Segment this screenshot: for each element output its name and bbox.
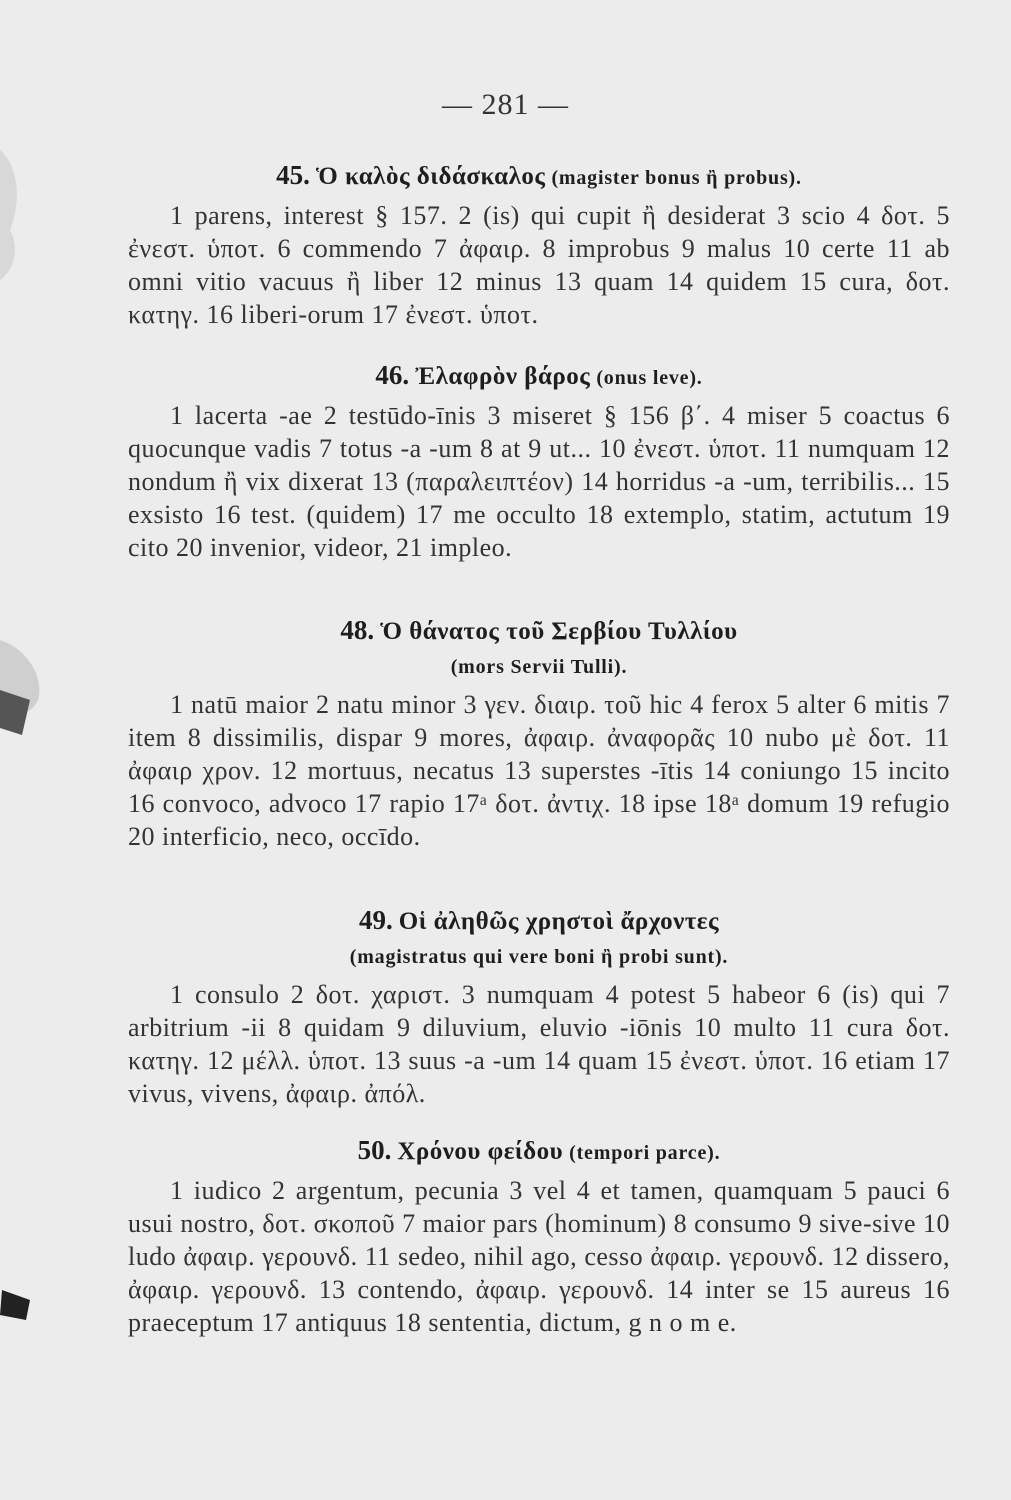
greek-title: Χρόνου φείδου: [397, 1138, 564, 1165]
section-number: 49.: [358, 905, 393, 935]
greek-title: Οἱ ἀληθῶς χρηστοὶ ἄρχοντες: [398, 908, 720, 935]
section-number: 45.: [276, 160, 310, 190]
section-number: 48.: [340, 615, 375, 645]
section-body: 1 iudico 2 argentum, pecunia 3 vel 4 et tamen, quamquam 5 pauci 6 usui nostro, δοτ. σκοποῦ 7 maior pars (hominum) 8 consumo 9 sive-sive 10 ludo ἀφαιρ. γερουνδ. 11 sedeo, nihil ago, cesso ἀφαιρ. γερουνδ. 12 dissero, ἀφαιρ. γερουνδ. 13 contendo, ἀφαιρ. γερουνδ. 14 inter se 15 aureus 16 praeceptum 17 antiquus 18 sententia, dictum, g n o m e.: [128, 1176, 950, 1337]
section-heading: [128, 158, 950, 195]
latin-title: (tempori parce).: [569, 1142, 721, 1164]
greek-title: Ὁ θάνατος τοῦ Σερβίου Τυλλίου: [380, 618, 738, 645]
section-46: [128, 358, 950, 564]
section-heading: [128, 1133, 950, 1170]
section-heading: [128, 903, 950, 974]
latin-title: (onus leve).: [596, 367, 703, 389]
section-number: 50.: [357, 1135, 392, 1165]
section-heading: [128, 358, 950, 395]
section-body: 1 lacerta -ae 2 testūdo-īnis 3 miseret § 156 β΄. 4 miser 5 coactus 6 quocunque vadis 7 totus -a -um 8 at 9 ut... 10 ἐνεστ. ὑποτ. 11 numquam 12 nondum ἢ vix dixerat 13 (παραλειπτέον) 14 horridus -a -um, terribilis... 15 exsisto 16 test. (quidem) 17 me occulto 18 extemplo, statim, actutum 19 cito 20 invenior, videor, 21 impleo.: [128, 401, 950, 562]
section-50: [128, 1133, 950, 1339]
page-edge-damage: [0, 0, 60, 1500]
section-body: 1 consulo 2 δοτ. χαριστ. 3 numquam 4 potest 5 habeor 6 (is) qui 7 arbitrium -ii 8 quidam 9 diluvium, eluvio -iōnis 10 multo 11 cura δοτ. κατηγ. 12 μέλλ. ὑποτ. 13 suus -a -um 14 quam 15 ἐνεστ. ὑποτ. 16 etiam 17 vivus, vivens, ἀφαιρ. ἀπόλ.: [128, 980, 950, 1108]
greek-title: Ἐλαφρὸν βάρος: [415, 363, 591, 390]
latin-title: (magistratus qui vere boni ἢ probi sunt).: [349, 946, 729, 968]
greek-title: Ὁ καλὸς διδάσκαλος: [315, 163, 546, 190]
section-body: 1 natū maior 2 natu minor 3 γεν. διαιρ. τοῦ hic 4 ferox 5 alter 6 mitis 7 item 8 dissimilis, dispar 9 mores, ἀφαιρ. ἀναφορᾶς 10 nubo μὲ δοτ. 11 ἀφαιρ χρον. 12 mortuus, necatus 13 superstes -ītis 14 coniungo 15 incito 16 convoco, advoco 17 rapio 17ᵃ δοτ. ἀντιχ. 18 ipse 18ᵃ domum 19 refugio 20 interficio, neco, occīdo.: [128, 690, 950, 851]
latin-title: (magister bonus ἢ probus).: [551, 167, 802, 189]
section-number: 46.: [375, 360, 410, 390]
section-45: [128, 158, 950, 331]
section-49: [128, 903, 950, 1110]
section-body: 1 parens, interest § 157. 2 (is) qui cupit ἢ desiderat 3 scio 4 δοτ. 5 ἐνεστ. ὑποτ. 6 commendo 7 ἀφαιρ. 8 improbus 9 malus 10 certe 11 ab omni vitio vacuus ἢ liber 12 minus 13 quam 14 quidem 15 cura, δοτ. κατηγ. 16 liberi-orum 17 ἐνεστ. ὑποτ.: [128, 201, 950, 329]
latin-title: (mors Servii Tulli).: [450, 656, 628, 678]
section-48: [128, 613, 950, 853]
section-heading: [128, 613, 950, 684]
page-number: — 281 —: [442, 88, 569, 121]
